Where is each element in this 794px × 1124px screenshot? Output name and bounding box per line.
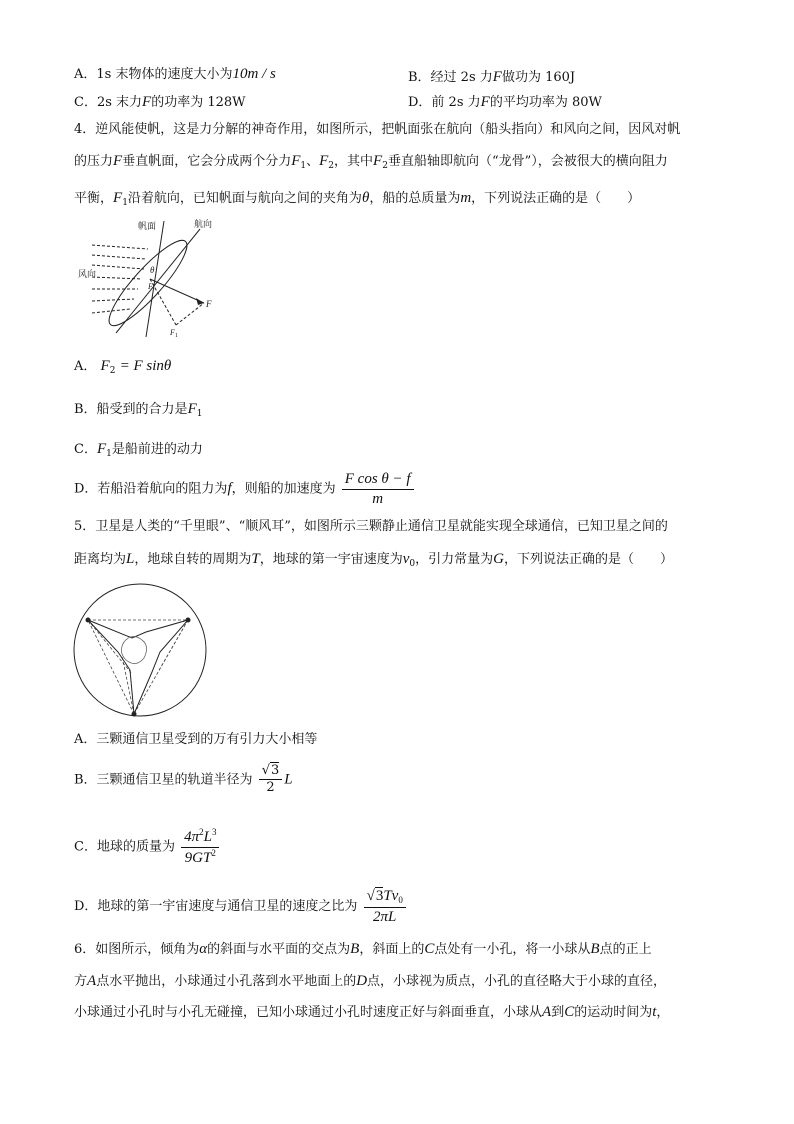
q4-option-a: A． $F_2 = F$ sinθ	[74, 358, 172, 376]
velocity-ratio-fraction: $\frac{√3Tv_0}{2\pi L}$	[364, 888, 406, 925]
q6-line-1: 6．如图所示，倾角为α的斜面与水平面的交点为B，斜面上的C点处有一小孔，将一小球从B点的正上	[74, 941, 652, 957]
orbit-radius-fraction: $\frac{√3}{2}$	[259, 764, 283, 796]
acceleration-fraction: $\frac{\text{F cos θ − f}}{m}$	[342, 471, 414, 507]
q5-option-a: A．三颗通信卫星受到的万有引力大小相等	[74, 732, 318, 747]
earth-shape	[121, 636, 146, 663]
q4-line-3: 平衡，$F_1$沿着航向，已知帆面与航向之间的夹角为θ，船的总质量为m，下列说法正确的是（ ）	[74, 190, 641, 208]
label-F1-sub: 1	[175, 333, 178, 339]
orbit-circle	[74, 584, 206, 716]
label-F: F	[206, 299, 212, 309]
q4-line-1: 4．逆风能使帆，这是力分解的神奇作用，如图所示，把帆面张在航向（船头指向）和风向之间，因风对帆	[74, 122, 681, 137]
q5-option-d: D．地球的第一宇宙速度与通信卫星的速度之比为 $\frac{√3Tv_0}{2\pi L}$	[74, 888, 408, 925]
label-wind: 风向	[78, 270, 97, 280]
sail-plane-line	[146, 221, 164, 337]
label-F2: F	[148, 282, 153, 291]
q4-line-2: 的压力F垂直帆面，它会分成两个分力$F_1$、$F_2$，其中$F_2$垂直船轴即航向（“龙骨”），会被很大的横向阻力	[74, 153, 668, 171]
q3-a-value: 10m / s	[232, 66, 276, 82]
sat-tangent-3	[122, 656, 134, 714]
force-F1-line	[150, 279, 176, 325]
q6-line-3: 小球通过小孔时与小孔无碰撞，已知小球通过小孔时速度正好与斜面垂直，小球从A到C的运动时间为t，	[74, 1004, 670, 1020]
q5-line-1: 5．卫星是人类的“千里眼”、“顺风耳”，如图所示三颗静止通信卫星就能实现全球通信，已知卫星之间的	[74, 519, 668, 534]
force-F-arrowhead	[196, 298, 204, 305]
q4-option-b: B．船受到的合力是$F_1$	[74, 401, 203, 419]
coverage-outline	[88, 620, 188, 714]
q6-line-2: 方A点水平抛出，小球通过小孔落到水平地面上的D点，小球视为质点，小孔的直径略大于小球的直径，	[74, 973, 667, 989]
q4-option-c: C．$F_1$是船前进的动力	[74, 441, 203, 459]
q3-option-a: A．1s 末物体的速度大小为10m / s	[74, 66, 276, 82]
wind-arrow-6	[92, 299, 134, 301]
q3-option-d: D．前 2s 力F的平均功率为 80W	[408, 94, 602, 110]
label-theta: θ	[150, 265, 155, 275]
q5-option-c: C．地球的质量为 $\frac{4\pi^2L^3}{9GT^2}$	[74, 828, 221, 866]
wind-arrow-2	[92, 255, 146, 259]
force-parallelogram-line	[176, 303, 204, 325]
label-sail: 帆面	[138, 222, 157, 232]
satellite-diagram	[70, 580, 210, 720]
wind-arrow-3	[92, 265, 144, 269]
label-F1: F	[170, 328, 175, 337]
force-F-arrow	[150, 279, 204, 303]
earth-mass-fraction: $\frac{4\pi^2L^3}{9GT^2}$	[181, 828, 219, 866]
sail-force-diagram	[78, 215, 228, 340]
wind-arrow-1	[92, 245, 148, 249]
q5-line-2: 距离均为L，地球自转的周期为T，地球的第一宇宙速度为$v_0$，引力常量为G，下列说法正确的是（ ）	[74, 551, 674, 569]
q3-option-b: B．经过 2s 力F做功为 160J	[408, 69, 576, 85]
q4-option-d: D．若船沿着航向的阻力为f，则船的加速度为 $\frac{\text{F cos θ − f}}{m}$	[74, 471, 416, 507]
sat-tangent-1	[88, 620, 132, 674]
q5-option-b: B．三颗通信卫星的轨道半径为 $\frac{√3}{2}$ L	[74, 763, 293, 796]
heading-line	[116, 229, 200, 333]
q3-option-c: C．2s 末力F的功率为 128W	[74, 94, 246, 110]
label-heading: 航向	[194, 220, 213, 230]
sat-link-31	[88, 620, 134, 714]
